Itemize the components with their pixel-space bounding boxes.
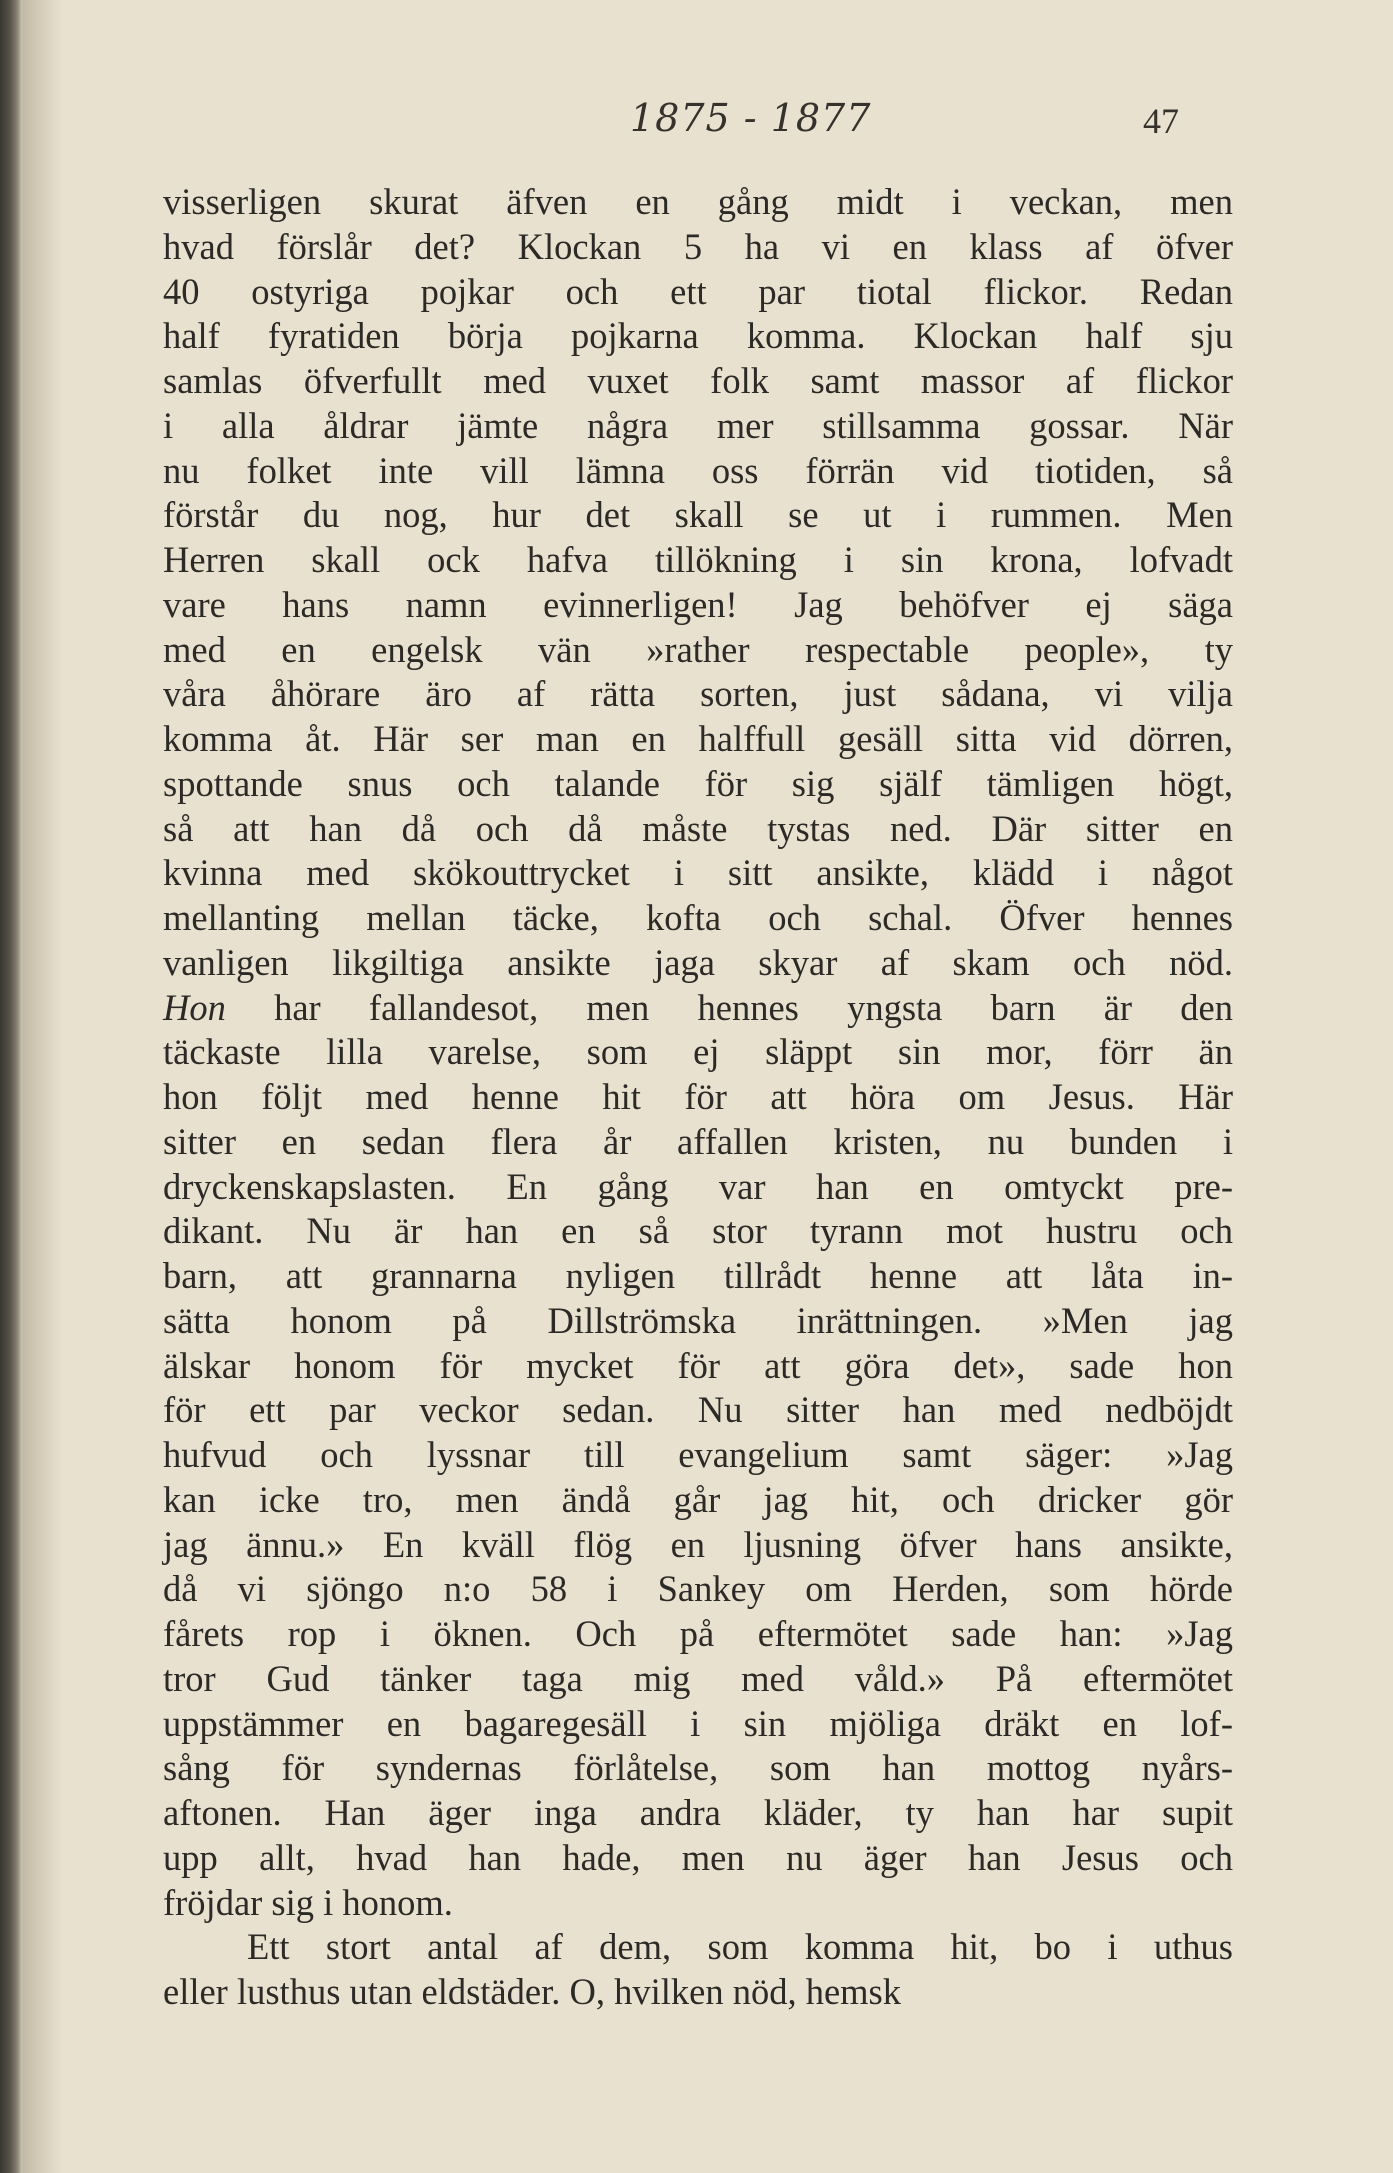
- text-line: eller lusthus utan eldstäder. O, hvilken nöd, hemsk: [163, 1971, 901, 2012]
- handwritten-date-range: 1875 - 1877: [630, 96, 872, 140]
- text-line: aftonen. Han äger inga andra kläder, ty han har supit: [163, 1792, 1233, 1833]
- text-line: kvinna med skökouttrycket i sitt ansikte, klädd i något: [163, 852, 1233, 894]
- body-text: [163, 180, 1233, 2015]
- text-line: älskar honom för mycket för att göra det», sade hon: [163, 1344, 1233, 1386]
- text-line: dikant. Nu är han en så stor tyrann mot hustru och: [163, 1210, 1233, 1252]
- text-line: så att han då och då måste tystas ned. Där sitter en: [163, 807, 1233, 849]
- text-line: komma åt. Här ser man en halffull gesäll sitta vid dörren,: [163, 718, 1233, 759]
- text-line: half fyratiden börja pojkarna komma. Klockan half sju: [163, 315, 1233, 357]
- text-line: nu folket inte vill lämna oss förrän vid tiotiden, så: [163, 449, 1233, 491]
- text-line: kan icke tro, men ändå går jag hit, och dricker gör: [163, 1478, 1233, 1520]
- text-line: spottande snus och talande för sig själf tämligen högt,: [163, 762, 1233, 804]
- text-line: upp allt, hvad han hade, men nu äger han Jesus och: [163, 1836, 1233, 1878]
- text-line-rest: har fallandesot, men hennes yngsta barn är den: [225, 986, 1233, 1028]
- text-line: Ett stort antal af dem, som komma hit, bo i uthus: [247, 1926, 1233, 1968]
- text-line: uppstämmer en bagaregesäll i sin mjöliga dräkt en lof-: [163, 1702, 1233, 1744]
- text-line: [163, 986, 1233, 1031]
- text-line: då vi sjöngo n:o 58 i Sankey om Herden, som hörde: [163, 1568, 1233, 1610]
- text-line: mellanting mellan täcke, kofta och schal. Öfver hennes: [163, 897, 1233, 938]
- text-line: i alla åldrar jämte några mer stillsamma gossar. När: [163, 404, 1233, 446]
- text-line: hvad förslår det? Klockan 5 ha vi en klass af öfver: [163, 225, 1233, 267]
- page-number: 47: [1143, 101, 1179, 141]
- text-line: fröjdar sig i honom.: [163, 1881, 453, 1923]
- text-line: hon följt med henne hit för att höra om Jesus. Här: [163, 1076, 1233, 1117]
- text-line: hufvud och lyssnar till evangelium samt säger: »Jag: [163, 1434, 1233, 1475]
- text-line: 40 ostyriga pojkar och ett par tiotal flickor. Redan: [163, 270, 1233, 312]
- text-line: täckaste lilla varelse, som ej släppt sin mor, förr än: [163, 1031, 1233, 1073]
- text-line: för ett par veckor sedan. Nu sitter han med nedböjdt: [163, 1389, 1233, 1431]
- text-line: fårets rop i öknen. Och på eftermötet sade han: »Jag: [163, 1613, 1233, 1654]
- text-line: samlas öfverfullt med vuxet folk samt massor af flickor: [163, 360, 1233, 401]
- text-line: våra åhörare äro af rätta sorten, just sådana, vi vilja: [163, 673, 1233, 715]
- text-line: visserligen skurat äfven en gång midt i veckan, men: [163, 181, 1233, 222]
- text-line: med en engelsk vän »rather respectable people», ty: [163, 628, 1233, 670]
- text-line: dryckenskapslasten. En gång var han en omtyckt pre-: [163, 1165, 1233, 1207]
- text-line: jag ännu.» En kväll flög en ljusning öfver hans ansikte,: [163, 1523, 1233, 1565]
- text-line: Herren skall ock hafva tillökning i sin krona, lofvadt: [163, 539, 1233, 580]
- text-line: sitter en sedan flera år affallen kristen, nu bunden i: [163, 1120, 1233, 1162]
- text-line: förstår du nog, hur det skall se ut i rummen. Men: [163, 494, 1233, 536]
- text-line: vanligen likgiltiga ansikte jaga skyar af skam och nöd.: [163, 941, 1233, 983]
- text-line: sång för syndernas förlåtelse, som han mottog nyårs-: [163, 1747, 1233, 1789]
- text-line: tror Gud tänker taga mig med våld.» På eftermötet: [163, 1657, 1233, 1699]
- text-line: barn, att grannarna nyligen tillrådt henne att låta in-: [163, 1255, 1233, 1296]
- text-line: sätta honom på Dillströmska inrättningen. »Men jag: [163, 1299, 1233, 1341]
- italic-word: Hon: [163, 986, 226, 1028]
- text-line: vare hans namn evinnerligen! Jag behöfver ej säga: [163, 583, 1233, 625]
